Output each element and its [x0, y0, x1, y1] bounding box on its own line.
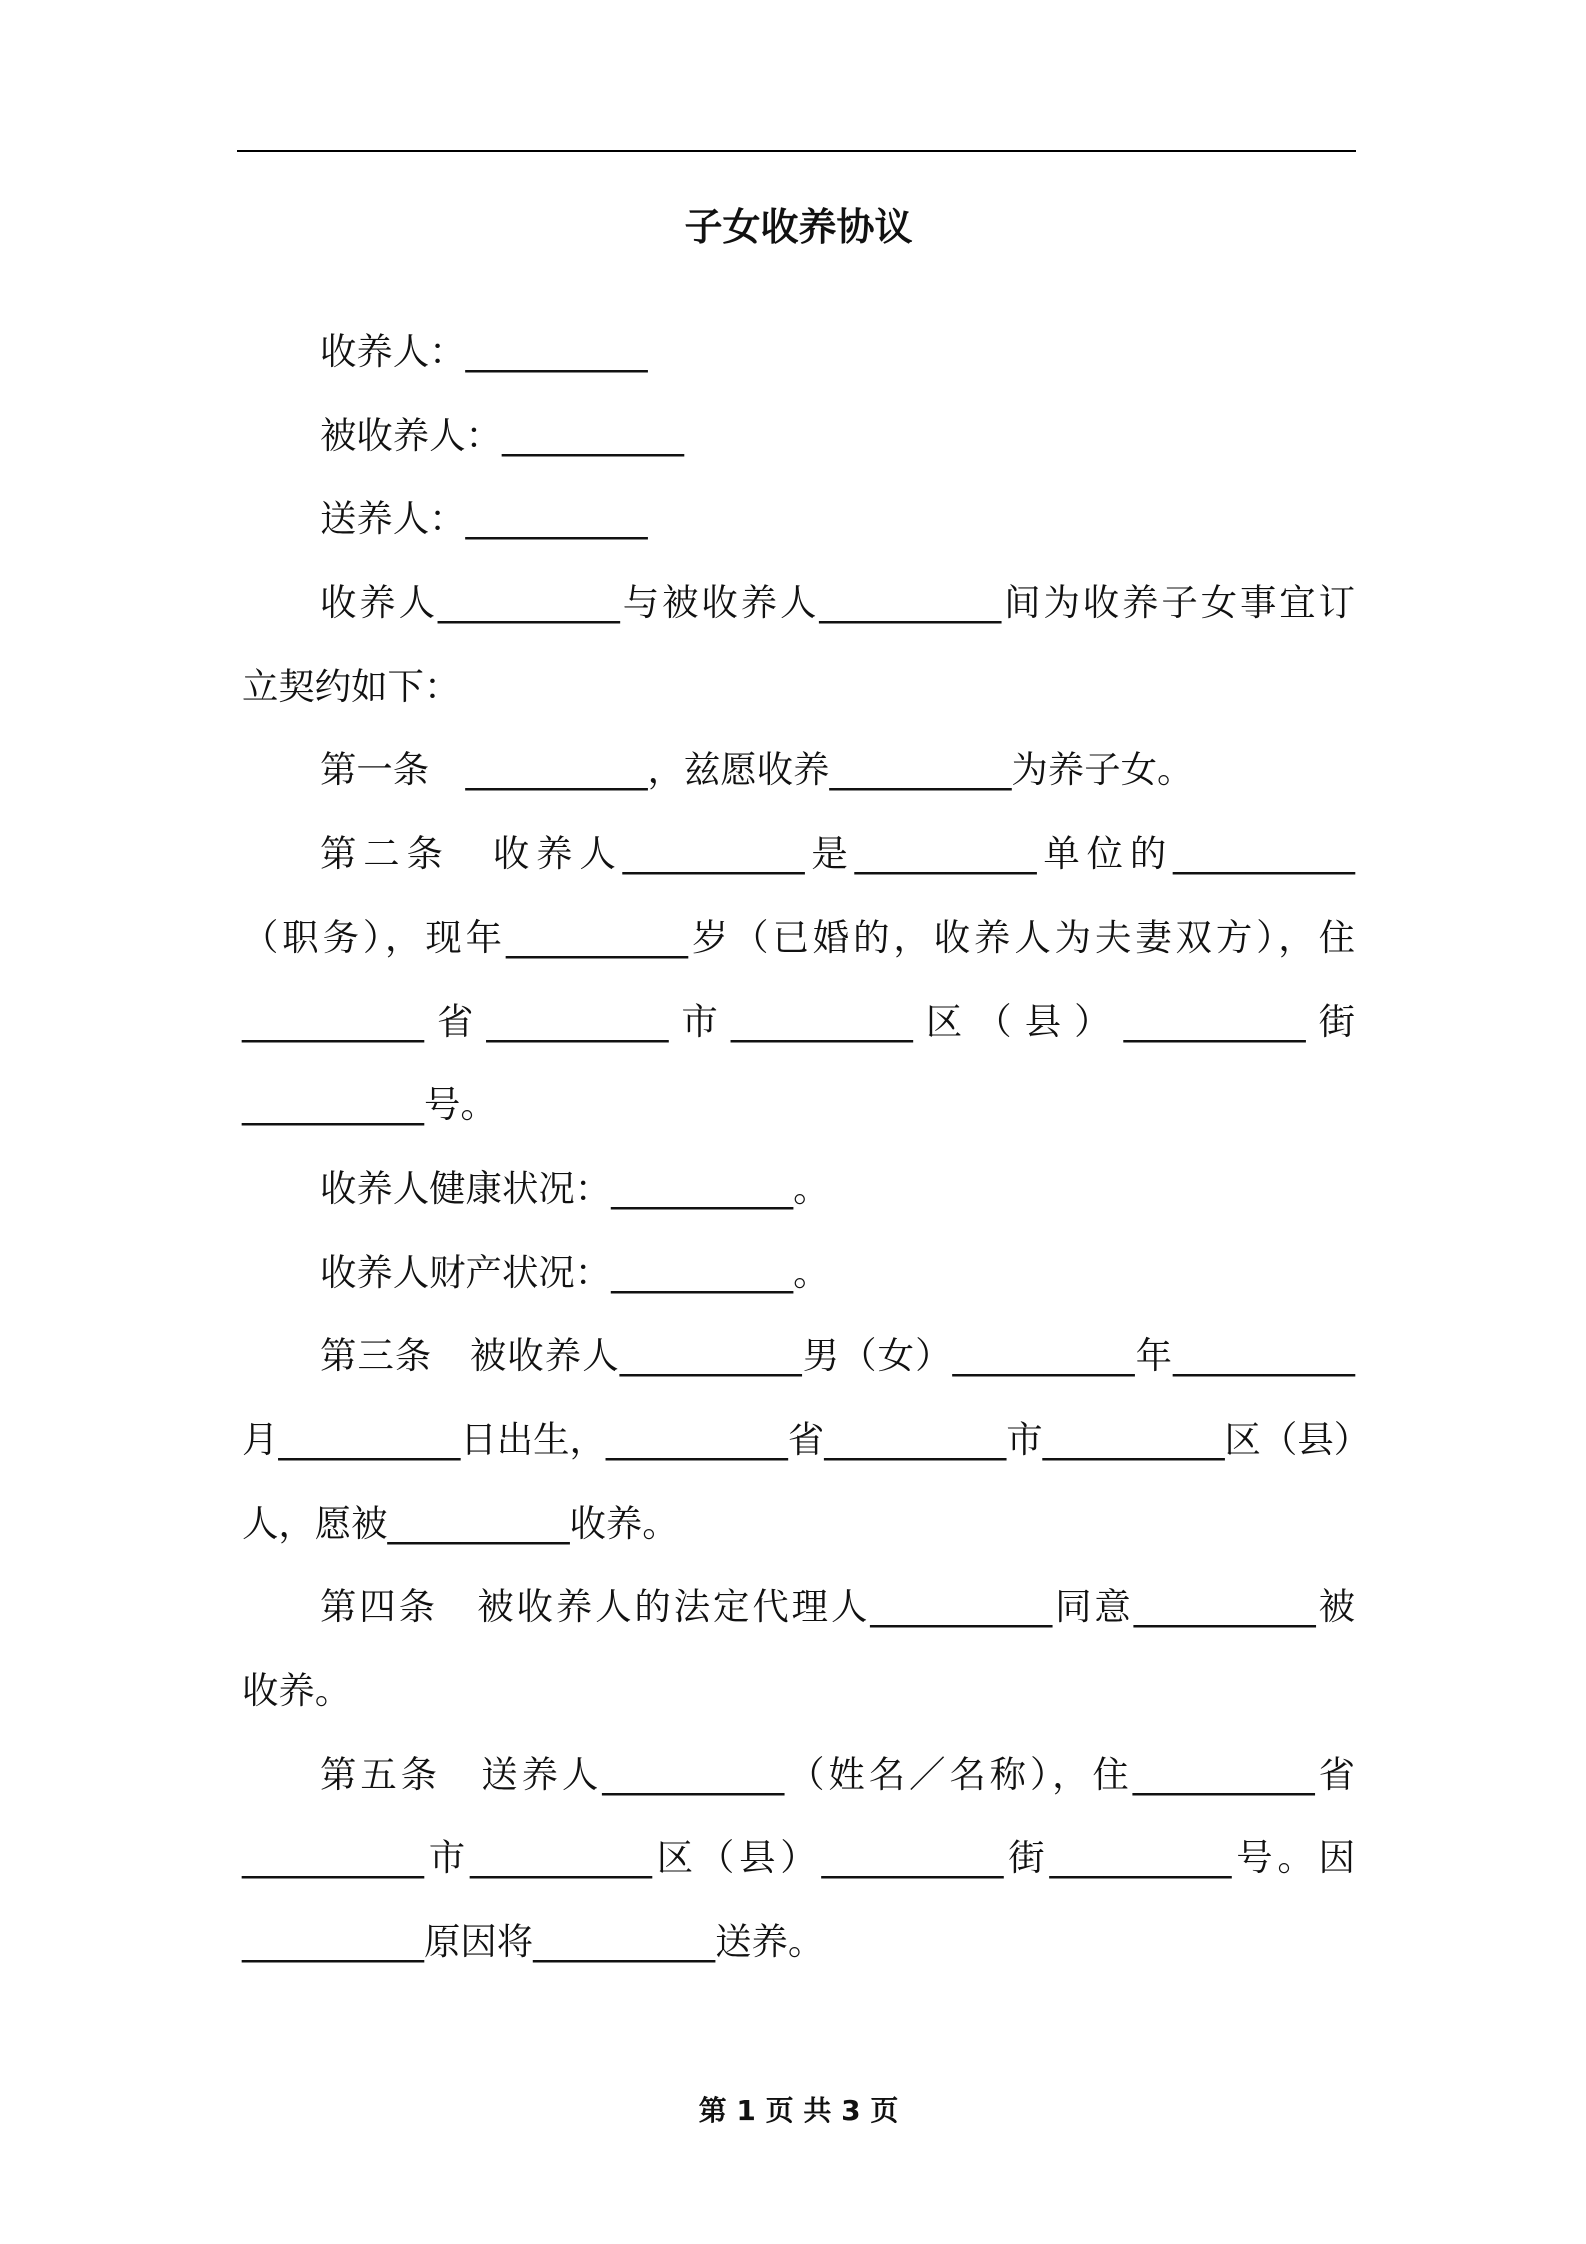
article-5-line-1: 第五条 送养人__________（姓名／名称），住__________省: [320, 1752, 1355, 1796]
header-rule: [237, 150, 1356, 152]
article-2-line-1: 第二条 收养人__________是__________单位的__________: [320, 832, 1355, 876]
article-4-line-2: 收养。: [242, 1669, 352, 1712]
article-3-line-1: 第三条 被收养人__________男（女）__________年__________: [320, 1334, 1355, 1378]
document-title: 子女收养协议: [684, 205, 913, 249]
page-footer: 第 1 页 共 3 页: [698, 2094, 899, 2127]
article-2-health-line: 收养人健康状况：__________。: [320, 1166, 830, 1210]
article-2-line-2: （职务），现年__________岁（已婚的，收养人为夫妻双方），住: [242, 915, 1355, 959]
article-1-line-1: 第一条 __________，兹愿收养__________为养子女。: [320, 748, 1194, 792]
article-2-property-line: 收养人财产状况：__________。: [320, 1250, 830, 1294]
article-5-line-2: __________市__________区（县）__________街__________号。因: [242, 1836, 1355, 1880]
preamble-line-1: 收养人__________与被收养人__________间为收养子女事宜订: [320, 581, 1355, 625]
article-3-line-2: 月__________日出生，__________省__________市__________区（县）: [242, 1417, 1371, 1461]
article-5-line-3: __________原因将__________送养。: [242, 1920, 825, 1964]
document-body: [242, 310, 1371, 1984]
party-placer-line: 送养人：__________: [320, 497, 648, 541]
article-4-line-1: 第四条 被收养人的法定代理人__________同意__________被: [320, 1585, 1355, 1629]
article-2-line-4: __________号。: [242, 1083, 497, 1127]
party-adopter-line: 收养人：__________: [320, 330, 648, 373]
preamble-line-2: 立契约如下：: [242, 664, 461, 708]
article-3-line-3: 人，愿被__________收养。: [242, 1501, 679, 1545]
party-adoptee-line: 被收养人：__________: [320, 413, 684, 457]
article-2-line-3: __________省__________市__________区（县）__________街: [242, 999, 1355, 1043]
